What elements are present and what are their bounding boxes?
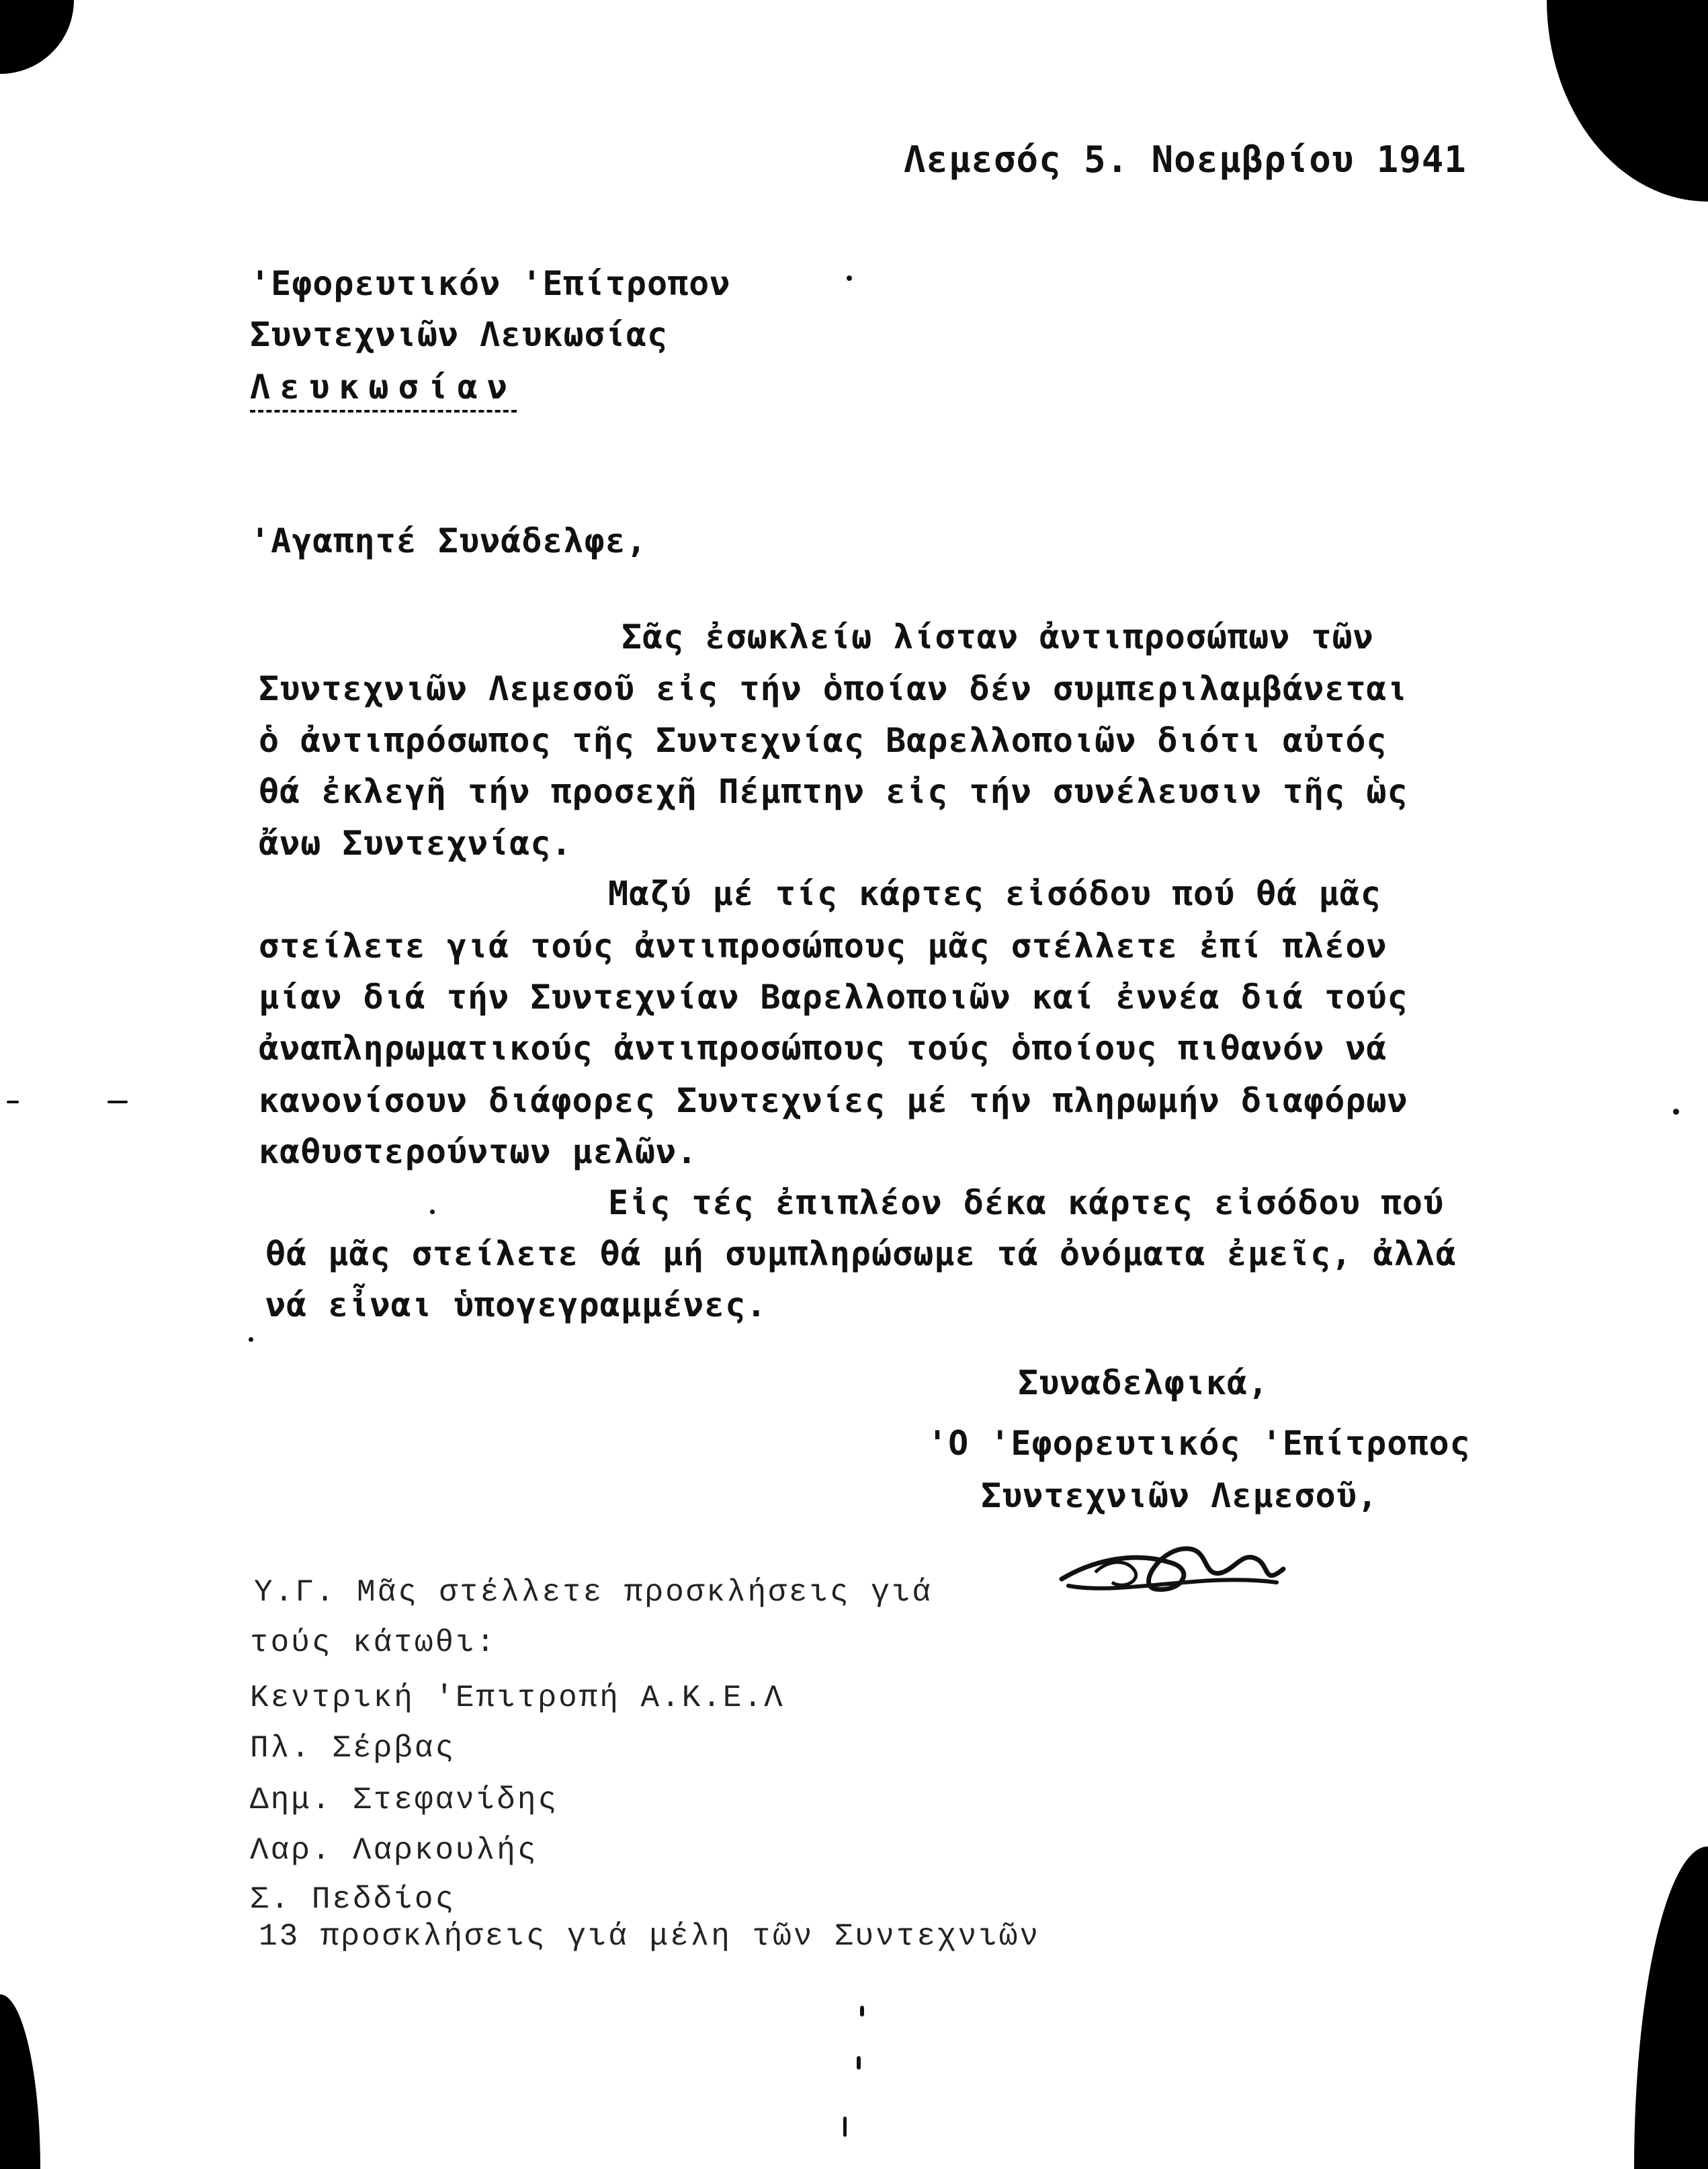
scan-speck xyxy=(249,1337,253,1342)
letter-date: Λεμεσός 5. Νοεμβρίου 1941 xyxy=(904,138,1467,181)
handwritten-signature xyxy=(1055,1532,1297,1606)
postscript-last-line: 13 προσκλήσεις γιά μέλη τῶν Συντεχνιῶν xyxy=(259,1919,1040,1954)
paragraph-1-line: ἄνω Συντεχνίας. xyxy=(259,824,572,863)
postscript-item: Σ. Πεδδίος xyxy=(250,1882,456,1917)
recipient-line-1: 'Εφορευτικόν 'Επίτροπον xyxy=(250,264,731,303)
postscript-line-1: Υ.Γ. Μᾶς στέλλετε προσκλήσεις γιά xyxy=(254,1575,933,1610)
scan-speck xyxy=(7,1101,19,1103)
recipient-city: Λευκωσίαν xyxy=(250,367,517,413)
scan-speck xyxy=(843,2117,847,2137)
paragraph-2-line: ἀναπληρωματικούς ἀντιπροσώπους τούς ὁποίους πιθανόν νά xyxy=(259,1029,1387,1068)
scan-corner-shadow xyxy=(0,0,74,74)
scan-corner-shadow xyxy=(1634,1846,1708,2169)
scan-speck xyxy=(847,275,852,281)
paragraph-3-line: νά εἶναι ὑπογεγραμμένες. xyxy=(265,1285,767,1324)
postscript-item: Κεντρική 'Επιτροπή Α.Κ.Ε.Λ xyxy=(250,1681,785,1715)
scan-speck xyxy=(430,1209,435,1214)
paragraph-3-line: θά μᾶς στείλετε θά μή συμπληρώσωμε τά ὀνόματα ἐμεῖς, ἀλλά xyxy=(265,1234,1457,1273)
paragraph-2-line: κανονίσουν διάφορες Συντεχνίες μέ τήν πληρωμήν διαφόρων xyxy=(259,1081,1408,1120)
paragraph-2-line: καθυστερούντων μελῶν. xyxy=(259,1132,698,1171)
salutation: 'Αγαπητέ Συνάδελφε, xyxy=(250,521,647,560)
scan-speck xyxy=(860,2006,864,2016)
paragraph-1-line: Σᾶς ἐσωκλείω λίσταν ἀντιπροσώπων τῶν xyxy=(622,618,1374,656)
postscript-line-2: τούς κάτωθι: xyxy=(250,1625,497,1660)
paragraph-2-line: στείλετε γιά τούς ἀντιπροσώπους μᾶς στέλλετε ἐπί πλέον xyxy=(259,927,1387,966)
postscript-item: Δημ. Στεφανίδης xyxy=(250,1783,559,1818)
recipient-line-2: Συντεχνιῶν Λευκωσίας xyxy=(250,315,669,354)
closing-greeting: Συναδελφικά, xyxy=(1018,1363,1269,1402)
paragraph-1-line: Συντεχνιῶν Λεμεσοῦ εἰς τήν ὁποίαν δέν συμπεριλαμβάνεται xyxy=(259,669,1408,708)
scan-speck xyxy=(108,1101,128,1103)
scan-speck xyxy=(857,2056,861,2070)
paragraph-1-line: ὁ ἀντιπρόσωπος τῆς Συντεχνίας Βαρελλοποιῶν διότι αὐτός xyxy=(259,721,1387,760)
postscript-item: Λαρ. Λαρκουλής xyxy=(250,1833,538,1868)
closing-sender-org: Συντεχνιῶν Λεμεσοῦ, xyxy=(981,1476,1378,1515)
scan-speck xyxy=(1673,1109,1679,1115)
paragraph-2-line: μίαν διά τήν Συντεχνίαν Βαρελλοποιῶν καί ἐννέα διά τούς xyxy=(259,978,1408,1017)
closing-sender-title: 'Ο 'Εφορευτικός 'Επίτροπος xyxy=(927,1424,1471,1463)
postscript-item: Πλ. Σέρβας xyxy=(250,1731,456,1766)
scan-corner-shadow xyxy=(1547,0,1708,202)
paragraph-3-line: Εἰς τές ἐπιπλέον δέκα κάρτες εἰσόδου πού xyxy=(608,1183,1445,1222)
paragraph-2-line: Μαζύ μέ τίς κάρτες εἰσόδου πού θά μᾶς xyxy=(608,874,1381,913)
paragraph-1-line: θά ἐκλεγῆ τήν προσεχῆ Πέμπτην εἰς τήν συνέλευσιν τῆς ὡς xyxy=(259,772,1408,811)
scan-corner-shadow xyxy=(0,1994,40,2169)
